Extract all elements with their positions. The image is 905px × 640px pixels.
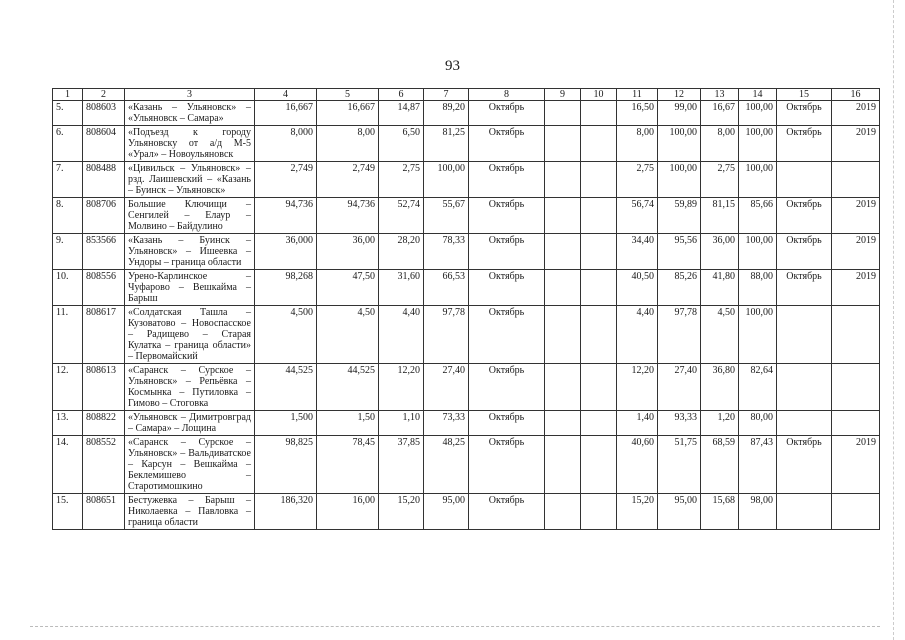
road-code: 808488 bbox=[83, 162, 125, 198]
road-code: 808604 bbox=[83, 126, 125, 162]
percent-col12: 100,00 bbox=[658, 126, 701, 162]
length-col11: 16,50 bbox=[617, 101, 658, 126]
length-col11: 34,40 bbox=[617, 234, 658, 270]
month-col8: Октябрь bbox=[469, 306, 545, 364]
percent-col14: 100,00 bbox=[739, 306, 777, 364]
col9 bbox=[545, 101, 581, 126]
road-code: 808603 bbox=[83, 101, 125, 126]
road-code: 808552 bbox=[83, 436, 125, 494]
column-header-11: 11 bbox=[617, 89, 658, 101]
column-header-9: 9 bbox=[545, 89, 581, 101]
data-table bbox=[52, 88, 880, 530]
col10 bbox=[581, 494, 617, 530]
total-length: 98,268 bbox=[255, 270, 317, 306]
month-col8: Октябрь bbox=[469, 126, 545, 162]
length-col5: 16,00 bbox=[317, 494, 379, 530]
length-col6: 12,20 bbox=[379, 364, 424, 411]
col10 bbox=[581, 162, 617, 198]
col9 bbox=[545, 436, 581, 494]
year-col16 bbox=[832, 306, 880, 364]
year-col16 bbox=[832, 364, 880, 411]
year-col16: 2019 bbox=[832, 198, 880, 234]
table-row bbox=[53, 234, 880, 270]
row-number: 13. bbox=[53, 411, 83, 436]
column-header-13: 13 bbox=[701, 89, 739, 101]
col10 bbox=[581, 364, 617, 411]
length-col11: 2,75 bbox=[617, 162, 658, 198]
length-col11: 1,40 bbox=[617, 411, 658, 436]
length-col6: 37,85 bbox=[379, 436, 424, 494]
table-row bbox=[53, 126, 880, 162]
percent-col14: 80,00 bbox=[739, 411, 777, 436]
month-col8: Октябрь bbox=[469, 411, 545, 436]
col9 bbox=[545, 494, 581, 530]
year-col16 bbox=[832, 411, 880, 436]
month-col15: Октябрь bbox=[777, 101, 832, 126]
col9 bbox=[545, 306, 581, 364]
length-col13: 8,00 bbox=[701, 126, 739, 162]
col10 bbox=[581, 234, 617, 270]
column-header-15: 15 bbox=[777, 89, 832, 101]
percent-col12: 95,56 bbox=[658, 234, 701, 270]
percent-col7: 89,20 bbox=[424, 101, 469, 126]
month-col15: Октябрь bbox=[777, 234, 832, 270]
month-col8: Октябрь bbox=[469, 162, 545, 198]
percent-col12: 93,33 bbox=[658, 411, 701, 436]
percent-col7: 48,25 bbox=[424, 436, 469, 494]
total-length: 8,000 bbox=[255, 126, 317, 162]
month-col15 bbox=[777, 306, 832, 364]
road-name: «Подъезд к городу Ульяновску от а/д М-5 «Урал» – Новоульяновск bbox=[125, 126, 255, 162]
road-name: «Казань – Буинск – Ульяновск» – Ишеевка – Ундоры – граница области bbox=[125, 234, 255, 270]
percent-col12: 99,00 bbox=[658, 101, 701, 126]
percent-col14: 85,66 bbox=[739, 198, 777, 234]
table-row bbox=[53, 436, 880, 494]
bottom-scan-marks bbox=[30, 626, 880, 629]
row-number: 11. bbox=[53, 306, 83, 364]
percent-col7: 27,40 bbox=[424, 364, 469, 411]
percent-col14: 87,43 bbox=[739, 436, 777, 494]
road-name: Урено-Карлинское – Чуфарово – Вешкайма – Барыш bbox=[125, 270, 255, 306]
road-name: Бестужевка – Барыш – Николаевка – Павловка – граница области bbox=[125, 494, 255, 530]
percent-col7: 81,25 bbox=[424, 126, 469, 162]
col10 bbox=[581, 101, 617, 126]
length-col13: 2,75 bbox=[701, 162, 739, 198]
length-col13: 16,67 bbox=[701, 101, 739, 126]
percent-col7: 97,78 bbox=[424, 306, 469, 364]
month-col15 bbox=[777, 411, 832, 436]
length-col6: 14,87 bbox=[379, 101, 424, 126]
road-code: 808613 bbox=[83, 364, 125, 411]
length-col11: 40,50 bbox=[617, 270, 658, 306]
col9 bbox=[545, 364, 581, 411]
table-row bbox=[53, 162, 880, 198]
col9 bbox=[545, 234, 581, 270]
col10 bbox=[581, 270, 617, 306]
length-col5: 4,50 bbox=[317, 306, 379, 364]
month-col15 bbox=[777, 364, 832, 411]
length-col13: 36,00 bbox=[701, 234, 739, 270]
length-col6: 31,60 bbox=[379, 270, 424, 306]
column-header-2: 2 bbox=[83, 89, 125, 101]
month-col8: Октябрь bbox=[469, 364, 545, 411]
column-header-4: 4 bbox=[255, 89, 317, 101]
row-number: 6. bbox=[53, 126, 83, 162]
length-col5: 36,00 bbox=[317, 234, 379, 270]
month-col8: Октябрь bbox=[469, 198, 545, 234]
total-length: 2,749 bbox=[255, 162, 317, 198]
row-number: 7. bbox=[53, 162, 83, 198]
length-col5: 1,50 bbox=[317, 411, 379, 436]
road-name: «Саранск – Сурское – Ульяновск» – Вальдиватское – Карсун – Вешкайма – Беклемишево – Старотимошкино bbox=[125, 436, 255, 494]
col10 bbox=[581, 126, 617, 162]
total-length: 36,000 bbox=[255, 234, 317, 270]
percent-col12: 51,75 bbox=[658, 436, 701, 494]
length-col11: 40,60 bbox=[617, 436, 658, 494]
percent-col7: 95,00 bbox=[424, 494, 469, 530]
length-col11: 4,40 bbox=[617, 306, 658, 364]
road-code: 808822 bbox=[83, 411, 125, 436]
row-number: 14. bbox=[53, 436, 83, 494]
column-header-5: 5 bbox=[317, 89, 379, 101]
row-number: 8. bbox=[53, 198, 83, 234]
road-name: «Казань – Ульяновск» – «Ульяновск – Самара» bbox=[125, 101, 255, 126]
percent-col12: 85,26 bbox=[658, 270, 701, 306]
month-col8: Октябрь bbox=[469, 436, 545, 494]
percent-col14: 100,00 bbox=[739, 126, 777, 162]
month-col15 bbox=[777, 494, 832, 530]
table-row bbox=[53, 494, 880, 530]
total-length: 4,500 bbox=[255, 306, 317, 364]
length-col13: 68,59 bbox=[701, 436, 739, 494]
length-col6: 28,20 bbox=[379, 234, 424, 270]
total-length: 94,736 bbox=[255, 198, 317, 234]
month-col15 bbox=[777, 162, 832, 198]
length-col13: 15,68 bbox=[701, 494, 739, 530]
column-header-7: 7 bbox=[424, 89, 469, 101]
col9 bbox=[545, 162, 581, 198]
month-col8: Октябрь bbox=[469, 494, 545, 530]
column-header-10: 10 bbox=[581, 89, 617, 101]
page-number: 93 bbox=[445, 58, 460, 74]
month-col8: Октябрь bbox=[469, 101, 545, 126]
road-code: 808617 bbox=[83, 306, 125, 364]
percent-col12: 97,78 bbox=[658, 306, 701, 364]
column-header-8: 8 bbox=[469, 89, 545, 101]
total-length: 44,525 bbox=[255, 364, 317, 411]
length-col5: 94,736 bbox=[317, 198, 379, 234]
table-row bbox=[53, 364, 880, 411]
month-col15: Октябрь bbox=[777, 436, 832, 494]
column-header-6: 6 bbox=[379, 89, 424, 101]
percent-col7: 100,00 bbox=[424, 162, 469, 198]
table-row bbox=[53, 411, 880, 436]
column-header-12: 12 bbox=[658, 89, 701, 101]
length-col6: 4,40 bbox=[379, 306, 424, 364]
col9 bbox=[545, 126, 581, 162]
total-length: 16,667 bbox=[255, 101, 317, 126]
percent-col12: 100,00 bbox=[658, 162, 701, 198]
year-col16: 2019 bbox=[832, 234, 880, 270]
row-number: 9. bbox=[53, 234, 83, 270]
column-header-3: 3 bbox=[125, 89, 255, 101]
road-code: 853566 bbox=[83, 234, 125, 270]
col10 bbox=[581, 436, 617, 494]
percent-col12: 59,89 bbox=[658, 198, 701, 234]
year-col16: 2019 bbox=[832, 126, 880, 162]
total-length: 1,500 bbox=[255, 411, 317, 436]
col9 bbox=[545, 411, 581, 436]
table-row bbox=[53, 306, 880, 364]
year-col16: 2019 bbox=[832, 270, 880, 306]
road-code: 808556 bbox=[83, 270, 125, 306]
year-col16: 2019 bbox=[832, 101, 880, 126]
row-number: 5. bbox=[53, 101, 83, 126]
row-number: 12. bbox=[53, 364, 83, 411]
column-header-16: 16 bbox=[832, 89, 880, 101]
length-col6: 52,74 bbox=[379, 198, 424, 234]
road-name: «Ульяновск – Димитровград – Самара» – Лощина bbox=[125, 411, 255, 436]
length-col13: 81,15 bbox=[701, 198, 739, 234]
row-number: 15. bbox=[53, 494, 83, 530]
percent-col14: 100,00 bbox=[739, 162, 777, 198]
table-row bbox=[53, 198, 880, 234]
year-col16 bbox=[832, 162, 880, 198]
year-col16 bbox=[832, 494, 880, 530]
table-header-row bbox=[53, 89, 880, 101]
length-col11: 56,74 bbox=[617, 198, 658, 234]
col10 bbox=[581, 411, 617, 436]
road-name: «Солдатская Ташла – Кузоватово – Новоспасское – Радищево – Старая Кулатка – граница области» – Первомайский bbox=[125, 306, 255, 364]
length-col13: 1,20 bbox=[701, 411, 739, 436]
percent-col12: 27,40 bbox=[658, 364, 701, 411]
percent-col7: 73,33 bbox=[424, 411, 469, 436]
length-col5: 78,45 bbox=[317, 436, 379, 494]
month-col8: Октябрь bbox=[469, 234, 545, 270]
column-header-14: 14 bbox=[739, 89, 777, 101]
length-col13: 4,50 bbox=[701, 306, 739, 364]
length-col13: 36,80 bbox=[701, 364, 739, 411]
month-col15: Октябрь bbox=[777, 270, 832, 306]
length-col6: 15,20 bbox=[379, 494, 424, 530]
percent-col7: 55,67 bbox=[424, 198, 469, 234]
total-length: 98,825 bbox=[255, 436, 317, 494]
col10 bbox=[581, 306, 617, 364]
road-code: 808706 bbox=[83, 198, 125, 234]
percent-col14: 100,00 bbox=[739, 234, 777, 270]
length-col5: 16,667 bbox=[317, 101, 379, 126]
scan-edge-line bbox=[893, 0, 895, 640]
length-col11: 8,00 bbox=[617, 126, 658, 162]
length-col5: 2,749 bbox=[317, 162, 379, 198]
table-row bbox=[53, 101, 880, 126]
total-length: 186,320 bbox=[255, 494, 317, 530]
month-col15: Октябрь bbox=[777, 126, 832, 162]
percent-col7: 78,33 bbox=[424, 234, 469, 270]
length-col5: 47,50 bbox=[317, 270, 379, 306]
road-name: «Цивильск – Ульяновск» – рзд. Лаишевский – «Казань – Буинск – Ульяновск» bbox=[125, 162, 255, 198]
percent-col14: 98,00 bbox=[739, 494, 777, 530]
percent-col14: 100,00 bbox=[739, 101, 777, 126]
road-code: 808651 bbox=[83, 494, 125, 530]
percent-col14: 88,00 bbox=[739, 270, 777, 306]
length-col13: 41,80 bbox=[701, 270, 739, 306]
length-col6: 1,10 bbox=[379, 411, 424, 436]
length-col6: 6,50 bbox=[379, 126, 424, 162]
length-col5: 8,00 bbox=[317, 126, 379, 162]
percent-col12: 95,00 bbox=[658, 494, 701, 530]
column-header-1: 1 bbox=[53, 89, 83, 101]
length-col11: 15,20 bbox=[617, 494, 658, 530]
year-col16: 2019 bbox=[832, 436, 880, 494]
percent-col7: 66,53 bbox=[424, 270, 469, 306]
table-row bbox=[53, 270, 880, 306]
road-name: «Саранск – Сурское – Ульяновск» – Репьёвка – Космынка – Путиловка – Гимово – Стоговка bbox=[125, 364, 255, 411]
col10 bbox=[581, 198, 617, 234]
month-col8: Октябрь bbox=[469, 270, 545, 306]
length-col5: 44,525 bbox=[317, 364, 379, 411]
month-col15: Октябрь bbox=[777, 198, 832, 234]
length-col11: 12,20 bbox=[617, 364, 658, 411]
col9 bbox=[545, 198, 581, 234]
col9 bbox=[545, 270, 581, 306]
percent-col14: 82,64 bbox=[739, 364, 777, 411]
row-number: 10. bbox=[53, 270, 83, 306]
length-col6: 2,75 bbox=[379, 162, 424, 198]
road-name: Большие Ключищи – Сенгилей – Елаур – Молвино – Байдулино bbox=[125, 198, 255, 234]
